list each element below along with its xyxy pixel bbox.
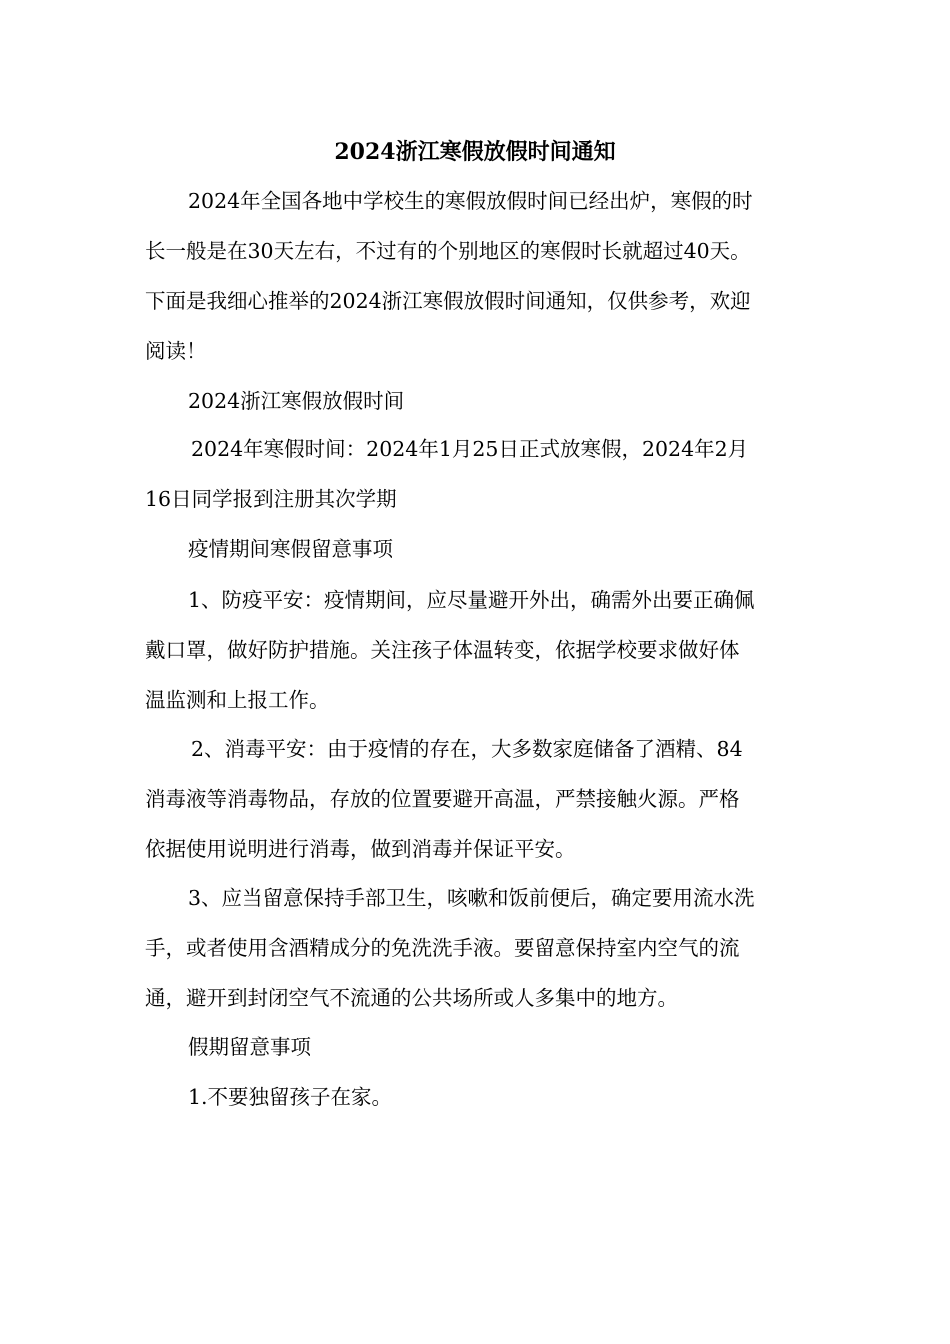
item-line: 1.不要独留孩子在家。 [188, 1085, 393, 1109]
schedule-line: 16日同学报到注册其次学期 [145, 487, 397, 511]
holiday-item-1 [145, 1072, 825, 1122]
item-line: 通，避开到封闭空气不流通的公共场所或人多集中的地方。 [145, 986, 678, 1010]
item-line: 2、消毒平安：由于疫情的存在，大多数家庭储备了酒精、84 [191, 737, 743, 761]
item-line: 依据使用说明进行消毒，做到消毒并保证平安。 [145, 837, 576, 861]
section-heading-text: 假期留意事项 [188, 1035, 311, 1059]
intro-line: 2024年全国各地中学校生的寒假放假时间已经出炉，寒假的时 [188, 189, 753, 213]
epidemic-item-1 [145, 575, 825, 725]
item-line: 戴口罩，做好防护措施。关注孩子体温转变，依据学校要求做好体 [145, 638, 740, 662]
intro-line: 阅读！ [145, 339, 207, 363]
section-heading-schedule [145, 376, 825, 426]
epidemic-item-3 [145, 873, 825, 1023]
epidemic-item-2 [145, 724, 825, 874]
item-line: 3、应当留意保持手部卫生，咳嗽和饭前便后，确定要用流水洗 [188, 886, 755, 910]
item-line: 1、防疫平安：疫情期间，应尽量避开外出，确需外出要正确佩 [188, 588, 755, 612]
item-line: 消毒液等消毒物品，存放的位置要避开高温，严禁接触火源。严格 [145, 787, 740, 811]
section-heading-holiday [145, 1022, 825, 1072]
schedule-paragraph [145, 424, 825, 524]
item-line: 手，或者使用含酒精成分的免洗洗手液。要留意保持室内空气的流 [145, 936, 740, 960]
intro-line: 下面是我细心推举的2024浙江寒假放假时间通知，仅供参考，欢迎 [145, 289, 751, 313]
section-heading-text: 疫情期间寒假留意事项 [188, 537, 393, 561]
item-line: 温监测和上报工作。 [145, 688, 330, 712]
intro-paragraph [145, 176, 825, 376]
section-heading-text: 2024浙江寒假放假时间 [188, 389, 405, 413]
schedule-line: 2024年寒假时间：2024年1月25日正式放寒假，2024年2月 [191, 437, 749, 461]
intro-line: 长一般是在30天左右，不过有的个别地区的寒假时长就超过40天。 [145, 239, 751, 263]
section-heading-epidemic [145, 524, 825, 574]
document-title: 2024浙江寒假放假时间通知 [334, 139, 616, 165]
